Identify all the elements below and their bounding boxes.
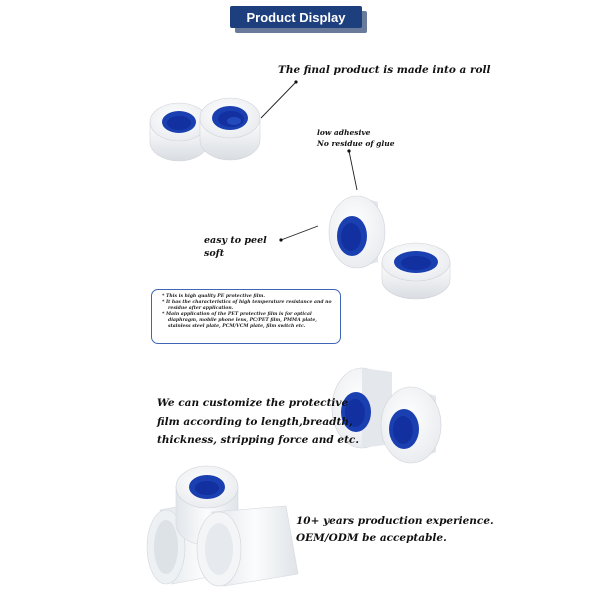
caption-customize-line-1: We can customize the protective [157, 397, 349, 409]
pointer-line-roll [261, 82, 296, 118]
page-title: Product Display [230, 6, 362, 28]
caption-customize-line-2: film according to length,breadth, [157, 415, 353, 428]
caption-adhesive-line-1: low adhesive [317, 128, 371, 137]
product-info-list [162, 294, 334, 331]
caption-customize-line-3: thickness, stripping force and etc. [157, 434, 359, 446]
pointer-line-peel [281, 226, 318, 240]
caption-roll: The final product is made into a roll [278, 64, 491, 76]
caption-peel-line-2: soft [204, 248, 225, 259]
caption-experience-line-2: OEM/ODM be acceptable. [296, 532, 447, 544]
roll-pair-1 [150, 98, 260, 161]
caption-experience [296, 513, 494, 547]
caption-adhesive [317, 127, 395, 149]
product-info-item: * This is high quality PE protective film. [162, 294, 334, 300]
film-tube-stack [147, 466, 298, 586]
caption-peel [204, 234, 267, 260]
roll-pair-2 [329, 196, 450, 299]
product-info-box [151, 289, 341, 344]
caption-adhesive-line-2: No residue of glue [317, 139, 395, 148]
caption-experience-line-1: 10+ years production experience. [296, 515, 494, 527]
caption-peel-line-1: easy to peel [204, 235, 267, 246]
pointer-line-adhesive [349, 151, 357, 190]
product-info-item: * Main application of the PET protective film is for optical diaphragm, mobile phone lens, PC/PET film, PMMA plate, stainless steel plate, PCM/VCM plate, film switch etc. [162, 312, 334, 330]
product-info-item: * It has the characteristics of high temperature resistance and no residue after application. [162, 300, 334, 312]
caption-customize [157, 394, 359, 450]
